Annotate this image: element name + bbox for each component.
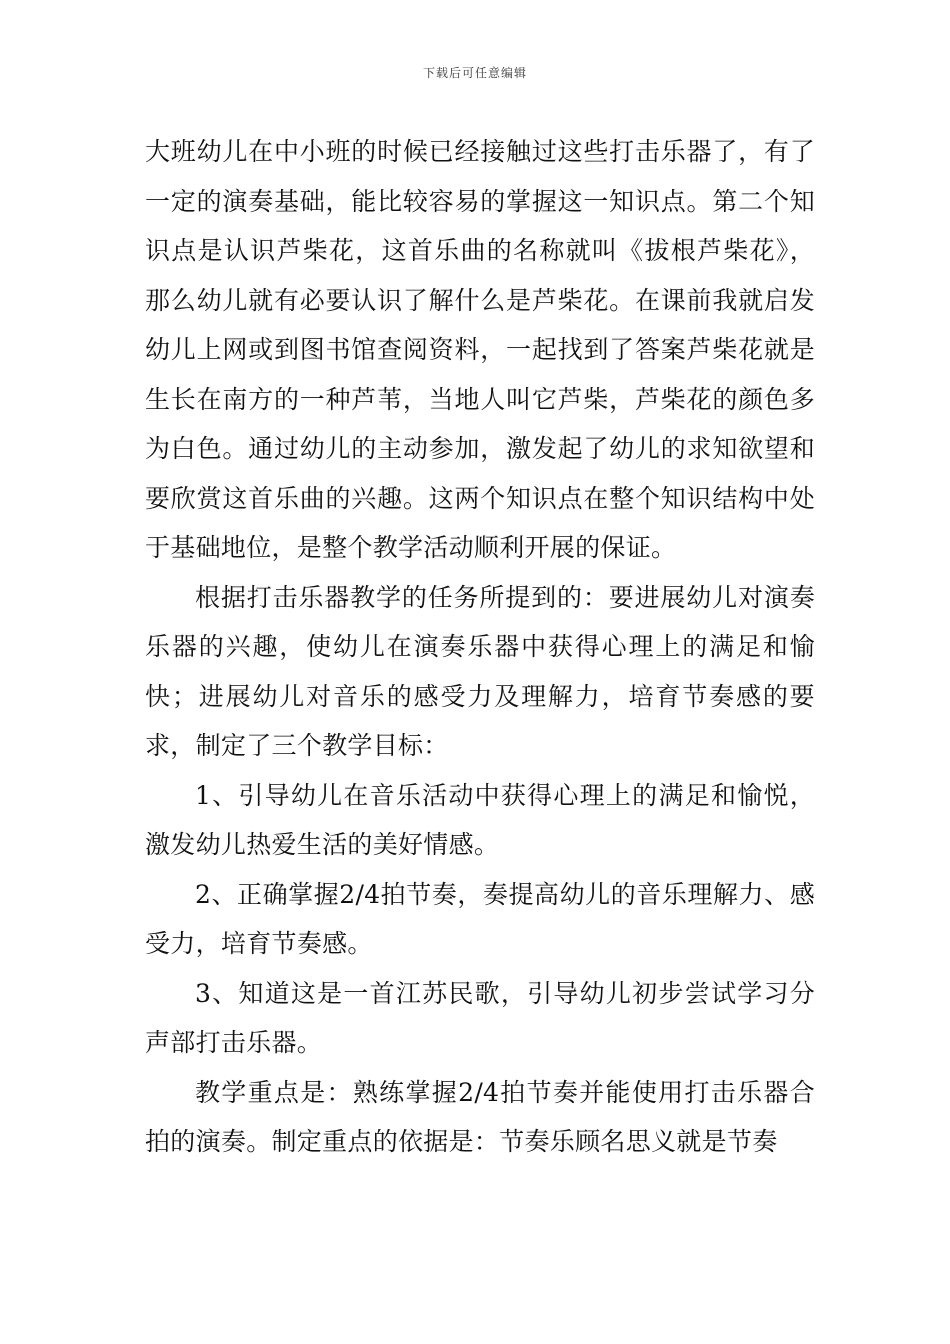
- paragraph-teaching-goals-intro: 根据打击乐器教学的任务所提到的：要进展幼儿对演奏乐器的兴趣，使幼儿在演奏乐器中获得心理上的满足和愉快；进展幼儿对音乐的感受力及理解力，培育节奏感的要求，制定了三个教学目标：: [145, 582, 815, 760]
- paragraph-teaching-focus: 教学重点是：熟练掌握2/4拍节奏并能使用打击乐器合拍的演奏。制定重点的依据是：节奏乐顾名思义就是节奏: [145, 1077, 815, 1156]
- paragraph-goal-2: 2、正确掌握2/4拍节奏，奏提高幼儿的音乐理解力、感受力，培育节奏感。: [145, 879, 815, 958]
- paragraph-goal-3: 3、知道这是一首江苏民歌，引导幼儿初步尝试学习分声部打击乐器。: [145, 978, 815, 1057]
- paragraph-intro-continued: 大班幼儿在中小班的时候已经接触过这些打击乐器了，有了一定的演奏基础，能比较容易的掌握这一知识点。第二个知识点是认识芦柴花，这首乐曲的名称就叫《拔根芦柴花》，那么幼儿就有必要认识了解什么是芦柴花。在课前我就启发幼儿上网或到图书馆查阅资料，一起找到了答案芦柴花就是生长在南方的一种芦苇，当地人叫它芦柴，芦柴花的颜色多为白色。通过幼儿的主动参加，激发起了幼儿的求知欲望和要欣赏这首乐曲的兴趣。这两个知识点在整个知识结构中处于基础地位，是整个教学活动顺利开展的保证。: [145, 137, 815, 562]
- page-header: 下载后可任意编辑: [422, 66, 527, 80]
- paragraph-goal-1: 1、引导幼儿在音乐活动中获得心理上的满足和愉悦，激发幼儿热爱生活的美好情感。: [145, 780, 815, 859]
- document-body: [145, 127, 815, 1167]
